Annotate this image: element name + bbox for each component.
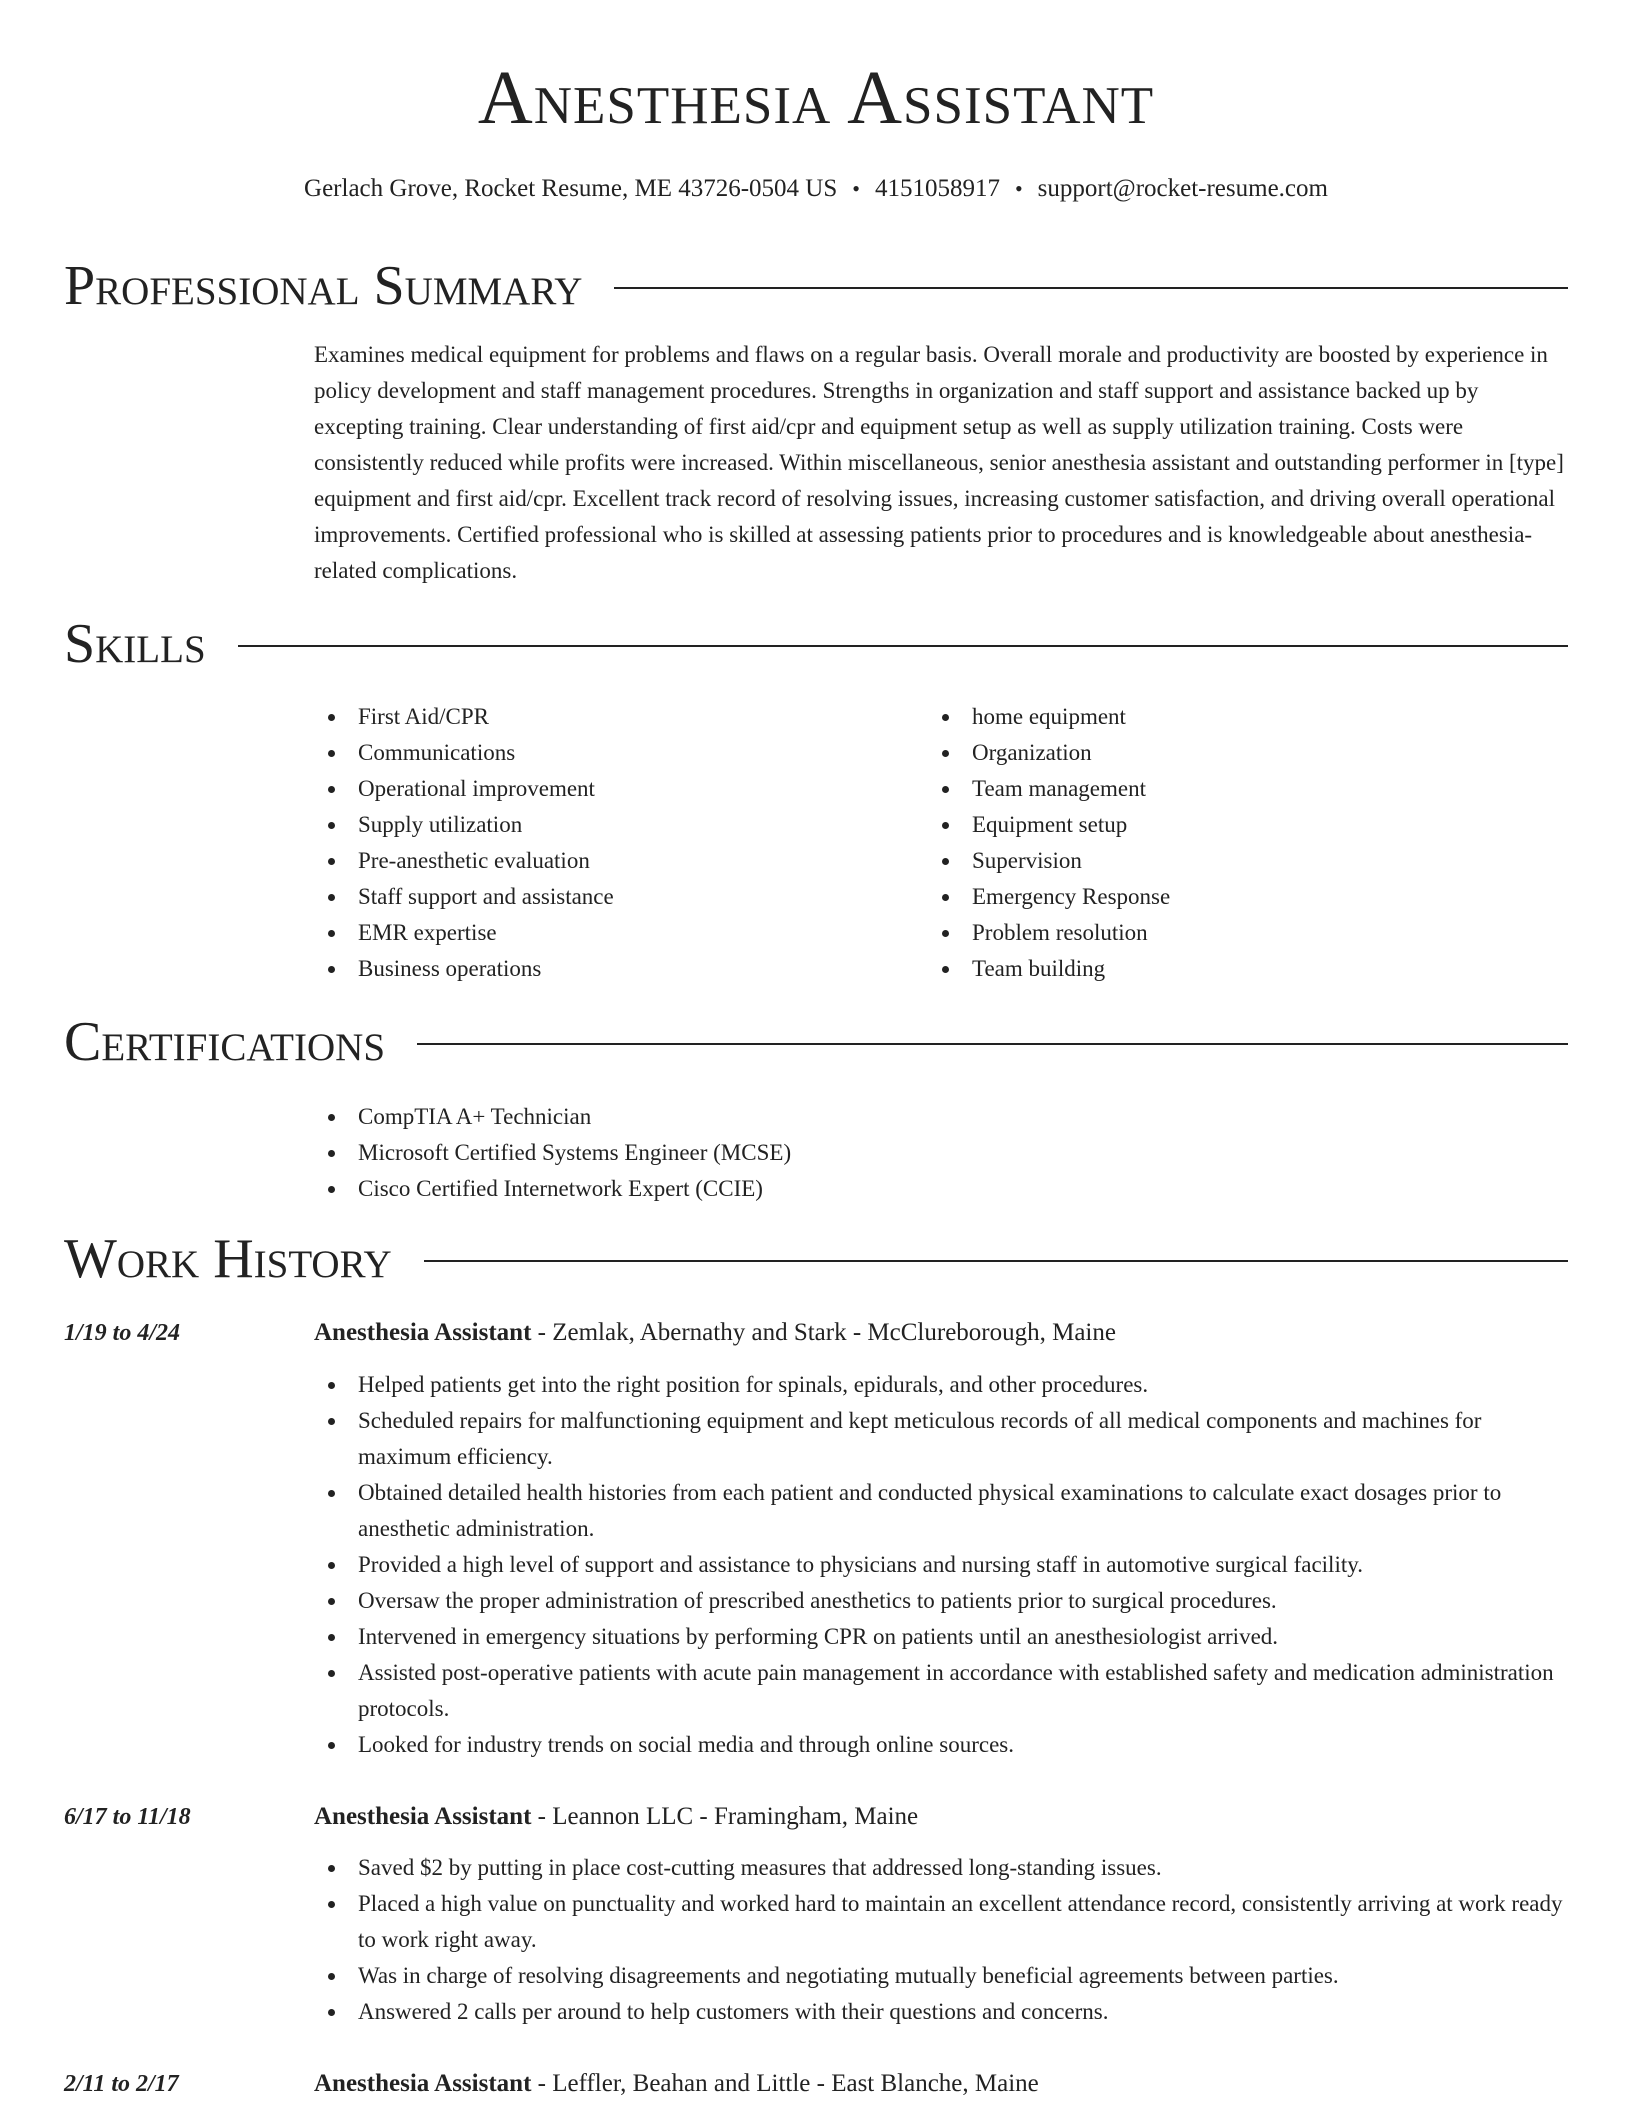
job-header bbox=[314, 1320, 1116, 1345]
job-duties-list bbox=[314, 1850, 1564, 2030]
summary-text: Examines medical equipment for problems and flaws on a regular basis. Overall morale and productivity are boosted by experience in policy development and staff management procedures. Strengths in organization and staff support and assistance backed up by excepting training. Clear understanding of first aid/cpr and equipment setup as well as supply utilization training. Costs were consistently reduced while profits were increased. Within miscellaneous, senior anesthesia assistant and outstanding performer in [type] equipment and first aid/cpr. Excellent track record of resolving issues, increasing customer satisfaction, and driving overall operational improvements. Certified professional who is skilled at assessing patients prior to procedures and is knowledgeable about anesthesia-related complications. bbox=[314, 342, 1564, 583]
job-title: Anesthesia Assistant bbox=[314, 2070, 532, 2097]
contact-phone: 4151058917 bbox=[874, 175, 1000, 202]
skill-item: Organization bbox=[928, 735, 1488, 771]
job-duty-item: Scheduled repairs for malfunctioning equipment and kept meticulous records of all medical components and machines for maximum efficiency. bbox=[314, 1403, 1564, 1475]
contact-address: Gerlach Grove, Rocket Resume, ME 43726-0504 US bbox=[304, 175, 838, 202]
skill-item: Business operations bbox=[314, 951, 874, 987]
job-duty-item: Oversaw the proper administration of prescribed anesthetics to patients prior to surgical procedures. bbox=[314, 1583, 1564, 1619]
job-duty-item: Was in charge of resolving disagreements and negotiating mutually beneficial agreements between parties. bbox=[314, 1958, 1564, 1994]
job-details: - Leffler, Beahan and Little - East Blanche, Maine bbox=[531, 2070, 1039, 2097]
job-dates: 6/17 to 11/18 bbox=[64, 1804, 191, 1830]
skill-item: Communications bbox=[314, 735, 874, 771]
job-title: Anesthesia Assistant bbox=[314, 1319, 532, 1346]
section-divider bbox=[238, 645, 1568, 647]
job-dates: 2/11 to 2/17 bbox=[64, 2071, 179, 2097]
contact-email: support@rocket-resume.com bbox=[1037, 175, 1328, 202]
job-header bbox=[314, 1804, 918, 1829]
job-dates: 1/19 to 4/24 bbox=[64, 1320, 181, 1346]
section-header-work-history bbox=[64, 1228, 1568, 1290]
skills-list-left bbox=[314, 699, 874, 987]
section-header-summary bbox=[64, 255, 1568, 317]
contact-separator: • bbox=[1014, 176, 1023, 201]
certification-item: Microsoft Certified Systems Engineer (MCSE) bbox=[314, 1135, 1564, 1171]
skill-item: Equipment setup bbox=[928, 807, 1488, 843]
job-details: - Leannon LLC - Framingham, Maine bbox=[531, 1803, 919, 1830]
certification-item: CompTIA A+ Technician bbox=[314, 1099, 1564, 1135]
section-title-certifications: Certifications bbox=[64, 1011, 386, 1073]
section-divider bbox=[614, 287, 1568, 289]
section-header-skills bbox=[64, 613, 1568, 675]
section-title-skills: Skills bbox=[64, 613, 206, 675]
skill-item: home equipment bbox=[928, 699, 1488, 735]
skill-item: First Aid/CPR bbox=[314, 699, 874, 735]
contact-separator: • bbox=[852, 176, 860, 201]
job-title: Anesthesia Assistant bbox=[314, 1803, 532, 1830]
skill-item: Supervision bbox=[928, 843, 1488, 879]
section-title-summary: Professional Summary bbox=[64, 255, 583, 317]
skill-item: Staff support and assistance bbox=[314, 879, 874, 915]
section-divider bbox=[417, 1043, 1568, 1045]
skill-item: Team building bbox=[928, 951, 1488, 987]
section-header-certifications bbox=[64, 1011, 1568, 1073]
job-duty-item: Intervened in emergency situations by performing CPR on patients until an anesthesiologist arrived. bbox=[314, 1619, 1564, 1655]
job-duty-item: Answered 2 calls per around to help customers with their questions and concerns. bbox=[314, 1994, 1564, 2030]
resume-title: Anesthesia Assistant bbox=[477, 56, 1155, 140]
skill-item: EMR expertise bbox=[314, 915, 874, 951]
job-duty-item: Placed a high value on punctuality and worked hard to maintain an excellent attendance record, consistently arriving at work ready to work right away. bbox=[314, 1886, 1564, 1958]
skills-list-right bbox=[928, 699, 1488, 987]
job-duty-item: Provided a high level of support and assistance to physicians and nursing staff in automotive surgical facility. bbox=[314, 1547, 1564, 1583]
certification-item: Cisco Certified Internetwork Expert (CCIE) bbox=[314, 1171, 1564, 1207]
skill-item: Operational improvement bbox=[314, 771, 874, 807]
skill-item: Pre-anesthetic evaluation bbox=[314, 843, 874, 879]
job-duties-list bbox=[314, 1367, 1564, 1763]
certifications-list bbox=[314, 1099, 1564, 1207]
job-duty-item: Assisted post-operative patients with acute pain management in accordance with established safety and medication administration protocols. bbox=[314, 1655, 1564, 1727]
job-details: - Zemlak, Abernathy and Stark - McClureborough, Maine bbox=[531, 1319, 1116, 1346]
skill-item: Problem resolution bbox=[928, 915, 1488, 951]
job-duty-item: Looked for industry trends on social media and through online sources. bbox=[314, 1727, 1564, 1763]
job-duty-item: Obtained detailed health histories from each patient and conducted physical examinations to calculate exact dosages prior to anesthetic administration. bbox=[314, 1475, 1564, 1547]
contact-line bbox=[0, 176, 1632, 201]
section-divider bbox=[424, 1260, 1568, 1262]
skill-item: Supply utilization bbox=[314, 807, 874, 843]
job-header bbox=[314, 2071, 1039, 2096]
job-duty-item: Saved $2 by putting in place cost-cutting measures that addressed long-standing issues. bbox=[314, 1850, 1564, 1886]
section-title-work-history: Work History bbox=[64, 1228, 392, 1290]
skill-item: Team management bbox=[928, 771, 1488, 807]
skill-item: Emergency Response bbox=[928, 879, 1488, 915]
job-duty-item: Helped patients get into the right position for spinals, epidurals, and other procedures. bbox=[314, 1367, 1564, 1403]
